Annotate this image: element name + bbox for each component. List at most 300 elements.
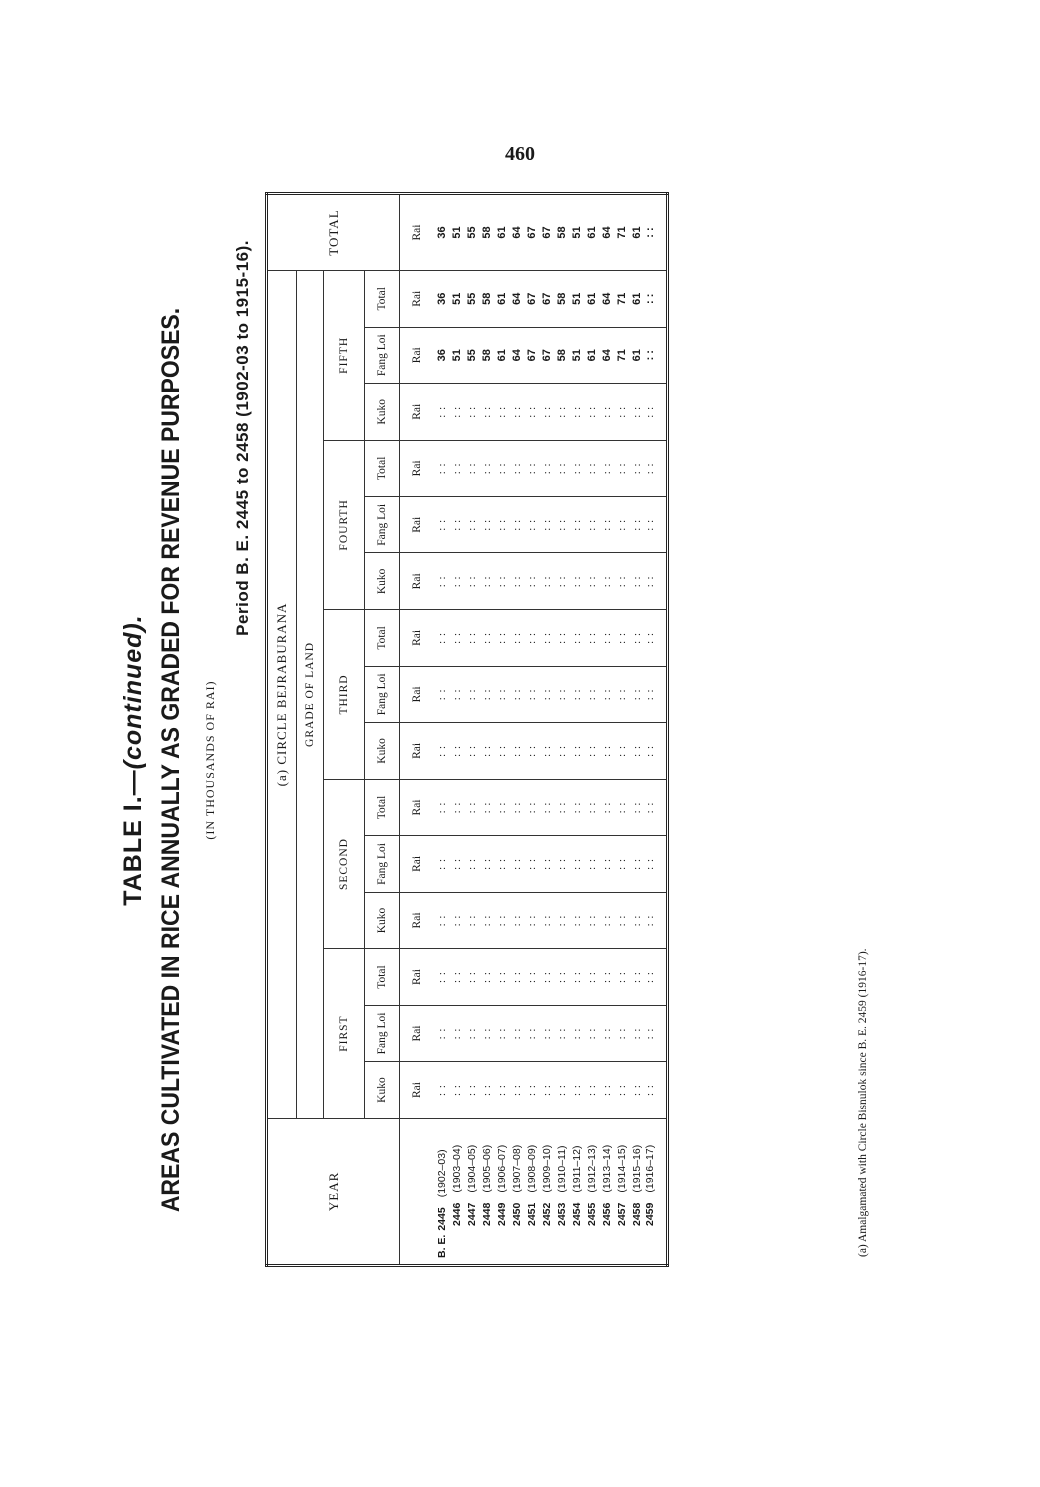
empty-cell: : :	[464, 1062, 479, 1119]
empty-cell: : :	[569, 836, 584, 892]
empty-cell: : :	[614, 892, 629, 949]
unit-label: Rai	[400, 723, 435, 780]
empty-cell: : :	[569, 666, 584, 722]
empty-cell: : :	[614, 949, 629, 1005]
fifth-fang-loi-cell: 61	[629, 327, 644, 383]
empty-cell: : :	[434, 836, 449, 892]
empty-cell: : :	[479, 553, 494, 610]
empty-cell: : :	[449, 892, 464, 949]
empty-cell: : :	[494, 440, 509, 496]
empty-cell: : :	[584, 892, 599, 949]
fifth-total-cell: 61	[584, 271, 599, 327]
empty-cell: : :	[644, 779, 668, 835]
table-row	[629, 194, 644, 1266]
grand-total-cell: 36	[434, 194, 449, 271]
empty-cell: : :	[494, 836, 509, 892]
table-row	[434, 194, 449, 1266]
fifth-fang-loi-cell: 61	[494, 327, 509, 383]
empty-cell: : :	[584, 779, 599, 835]
table-subtitle: AREAS CULTIVATED IN RICE ANNUALLY AS GRADED FOR REVENUE PURPOSES.	[157, 307, 185, 1213]
empty-cell: : :	[599, 383, 614, 440]
unit-label: Rai	[400, 383, 435, 440]
empty-cell: : :	[629, 1062, 644, 1119]
empty-cell: : :	[509, 666, 524, 722]
empty-cell: : :	[644, 1005, 668, 1061]
empty-cell: : :	[584, 836, 599, 892]
unit-label: Rai	[400, 779, 435, 835]
table-row	[584, 194, 599, 1266]
unit-spacer	[400, 1118, 435, 1265]
empty-cell: : :	[569, 723, 584, 780]
be-year: 2456	[600, 1202, 613, 1226]
empty-cell: : :	[554, 440, 569, 496]
sub-header-fang-loi: Fang Loi	[365, 666, 400, 722]
year-cell	[599, 1118, 614, 1265]
fifth-fang-loi-cell: : :	[644, 327, 668, 383]
ad-period: (1913–14)	[600, 1144, 613, 1193]
empty-cell: : :	[524, 1062, 539, 1119]
empty-cell: : :	[629, 892, 644, 949]
empty-cell: : :	[554, 497, 569, 553]
fifth-total-cell: 55	[464, 271, 479, 327]
empty-cell: : :	[584, 497, 599, 553]
empty-cell: : :	[554, 1062, 569, 1119]
table-continued: (continued).	[119, 614, 147, 770]
empty-cell: : :	[449, 440, 464, 496]
table-row	[569, 194, 584, 1266]
ad-period: (1905–06)	[480, 1144, 493, 1193]
ad-period: (1906–07)	[495, 1144, 508, 1193]
grade-header-fifth: FIFTH	[324, 271, 365, 441]
rice-area-table	[265, 192, 669, 1267]
year-cell	[644, 1118, 668, 1265]
sub-header-kuko: Kuko	[365, 1062, 400, 1119]
empty-cell: : :	[614, 1062, 629, 1119]
table-number: I.—	[119, 769, 147, 812]
table-row	[479, 194, 494, 1266]
empty-cell: : :	[434, 1005, 449, 1061]
empty-cell: : :	[509, 949, 524, 1005]
empty-cell: : :	[584, 610, 599, 666]
unit-label: Rai	[400, 553, 435, 610]
unit-label: Rai	[400, 892, 435, 949]
empty-cell: : :	[464, 666, 479, 722]
units-note: (IN THOUSANDS OF RAI)	[203, 680, 217, 840]
unit-label: Rai	[400, 666, 435, 722]
grand-total-cell: 64	[509, 194, 524, 271]
empty-cell: : :	[629, 440, 644, 496]
grand-total-cell: 51	[449, 194, 464, 271]
empty-cell: : :	[584, 1062, 599, 1119]
empty-cell: : :	[644, 610, 668, 666]
empty-cell: : :	[494, 892, 509, 949]
empty-cell: : :	[539, 723, 554, 780]
ad-period: (1916–17)	[644, 1144, 656, 1193]
empty-cell: : :	[494, 723, 509, 780]
page-number: 460	[505, 143, 535, 165]
grand-total-cell: 67	[524, 194, 539, 271]
empty-cell: : :	[494, 1062, 509, 1119]
empty-cell: : :	[554, 383, 569, 440]
table-row	[614, 194, 629, 1266]
empty-cell: : :	[494, 666, 509, 722]
empty-cell: : :	[524, 553, 539, 610]
year-cell	[509, 1118, 524, 1265]
sub-header-total: Total	[365, 271, 400, 327]
empty-cell: : :	[599, 1062, 614, 1119]
year-header: YEAR	[267, 1118, 400, 1265]
fifth-fang-loi-cell: 55	[464, 327, 479, 383]
empty-cell: : :	[599, 723, 614, 780]
grade-heading: GRADE OF LAND	[297, 271, 324, 1119]
empty-cell: : :	[464, 610, 479, 666]
empty-cell: : :	[539, 497, 554, 553]
empty-cell: : :	[614, 440, 629, 496]
empty-cell: : :	[644, 836, 668, 892]
fifth-fang-loi-cell: 51	[449, 327, 464, 383]
empty-cell: : :	[509, 610, 524, 666]
rotated-table-sheet	[105, 145, 895, 1375]
empty-cell: : :	[449, 497, 464, 553]
table-row	[464, 194, 479, 1266]
empty-cell: : :	[599, 892, 614, 949]
fifth-total-cell: 61	[494, 271, 509, 327]
fifth-fang-loi-cell: 71	[614, 327, 629, 383]
grand-total-cell: : :	[644, 194, 668, 271]
empty-cell: : :	[464, 553, 479, 610]
empty-cell: : :	[449, 723, 464, 780]
empty-cell: : :	[599, 949, 614, 1005]
empty-cell: : :	[509, 836, 524, 892]
year-cell	[494, 1118, 509, 1265]
ad-period: (1909–10)	[540, 1144, 553, 1193]
empty-cell: : :	[584, 666, 599, 722]
grade-header-second: SECOND	[324, 779, 365, 949]
empty-cell: : :	[524, 949, 539, 1005]
empty-cell: : :	[554, 836, 569, 892]
fifth-total-cell: 67	[524, 271, 539, 327]
table-row	[524, 194, 539, 1266]
empty-cell: : :	[464, 949, 479, 1005]
empty-cell: : :	[584, 440, 599, 496]
year-cell	[554, 1118, 569, 1265]
empty-cell: : :	[539, 383, 554, 440]
sub-header-kuko: Kuko	[365, 723, 400, 780]
empty-cell: : :	[629, 610, 644, 666]
empty-cell: : :	[509, 440, 524, 496]
empty-cell: : :	[629, 553, 644, 610]
empty-cell: : :	[434, 723, 449, 780]
empty-cell: : :	[494, 383, 509, 440]
table-row	[494, 194, 509, 1266]
empty-cell: : :	[599, 610, 614, 666]
table-row	[644, 194, 668, 1266]
ad-period: (1911–12)	[570, 1145, 583, 1193]
empty-cell: : :	[569, 1062, 584, 1119]
empty-cell: : :	[494, 1005, 509, 1061]
fifth-total-cell: 61	[629, 271, 644, 327]
empty-cell: : :	[524, 779, 539, 835]
sub-header-total: Total	[365, 440, 400, 496]
empty-cell: : :	[584, 553, 599, 610]
empty-cell: : :	[614, 383, 629, 440]
unit-label: Rai	[400, 836, 435, 892]
year-cell	[614, 1118, 629, 1265]
empty-cell: : :	[539, 440, 554, 496]
sub-header-fang-loi: Fang Loi	[365, 836, 400, 892]
empty-cell: : :	[509, 892, 524, 949]
grand-total-cell: 71	[614, 194, 629, 271]
fifth-fang-loi-cell: 36	[434, 327, 449, 383]
year-cell	[629, 1118, 644, 1265]
empty-cell: : :	[449, 383, 464, 440]
empty-cell: : :	[479, 383, 494, 440]
empty-cell: : :	[629, 497, 644, 553]
empty-cell: : :	[644, 1062, 668, 1119]
grand-total-cell: 67	[539, 194, 554, 271]
empty-cell: : :	[644, 666, 668, 722]
empty-cell: : :	[599, 836, 614, 892]
empty-cell: : :	[629, 723, 644, 780]
empty-cell: : :	[434, 383, 449, 440]
be-year: 2455	[585, 1202, 598, 1226]
year-cell	[434, 1118, 449, 1265]
grand-total-cell: 61	[584, 194, 599, 271]
grand-total-cell: 64	[599, 194, 614, 271]
year-cell	[584, 1118, 599, 1265]
empty-cell: : :	[434, 553, 449, 610]
empty-cell: : :	[479, 497, 494, 553]
empty-cell: : :	[509, 723, 524, 780]
empty-cell: : :	[479, 892, 494, 949]
empty-cell: : :	[449, 779, 464, 835]
sub-header-fang-loi: Fang Loi	[365, 497, 400, 553]
year-cell	[479, 1118, 494, 1265]
empty-cell: : :	[569, 383, 584, 440]
empty-cell: : :	[464, 440, 479, 496]
empty-cell: : :	[569, 610, 584, 666]
be-year: 2452	[540, 1202, 553, 1226]
period-heading: Period B. E. 2445 to 2458 (1902-03 to 1915-16).	[233, 240, 252, 636]
empty-cell: : :	[479, 1062, 494, 1119]
empty-cell: : :	[614, 497, 629, 553]
table-title	[119, 145, 148, 1375]
fifth-total-cell: 64	[509, 271, 524, 327]
empty-cell: : :	[524, 892, 539, 949]
empty-cell: : :	[584, 723, 599, 780]
ad-period: (1907–08)	[510, 1144, 523, 1193]
fifth-total-cell: 51	[449, 271, 464, 327]
empty-cell: : :	[584, 1005, 599, 1061]
empty-cell: : :	[464, 779, 479, 835]
empty-cell: : :	[464, 892, 479, 949]
grand-total-cell: 61	[629, 194, 644, 271]
empty-cell: : :	[479, 779, 494, 835]
empty-cell: : :	[464, 1005, 479, 1061]
empty-cell: : :	[464, 497, 479, 553]
be-year: 2457	[615, 1202, 628, 1226]
empty-cell: : :	[434, 497, 449, 553]
empty-cell: : :	[434, 1062, 449, 1119]
empty-cell: : :	[479, 949, 494, 1005]
empty-cell: : :	[629, 666, 644, 722]
empty-cell: : :	[449, 1062, 464, 1119]
empty-cell: : :	[644, 892, 668, 949]
empty-cell: : :	[479, 836, 494, 892]
empty-cell: : :	[479, 440, 494, 496]
empty-cell: : :	[464, 836, 479, 892]
fifth-fang-loi-cell: 58	[554, 327, 569, 383]
empty-cell: : :	[554, 949, 569, 1005]
empty-cell: : :	[554, 892, 569, 949]
grand-total-cell: 55	[464, 194, 479, 271]
fifth-total-cell: 71	[614, 271, 629, 327]
be-year: 2454	[570, 1202, 583, 1226]
empty-cell: : :	[509, 1062, 524, 1119]
empty-cell: : :	[539, 666, 554, 722]
be-year: 2450	[510, 1202, 523, 1226]
empty-cell: : :	[509, 497, 524, 553]
be-year: 2459	[644, 1202, 656, 1226]
empty-cell: : :	[524, 610, 539, 666]
fifth-fang-loi-cell: 64	[599, 327, 614, 383]
sub-header-kuko: Kuko	[365, 892, 400, 949]
sub-header-total: Total	[365, 949, 400, 1005]
ad-period: (1902–03)	[435, 1149, 448, 1198]
empty-cell: : :	[539, 1062, 554, 1119]
empty-cell: : :	[494, 497, 509, 553]
empty-cell: : :	[629, 1005, 644, 1061]
ad-period: (1915–16)	[630, 1144, 643, 1193]
sub-header-fang-loi: Fang Loi	[365, 327, 400, 383]
empty-cell: : :	[509, 383, 524, 440]
empty-cell: : :	[569, 497, 584, 553]
table-row	[509, 194, 524, 1266]
empty-cell: : :	[494, 949, 509, 1005]
ad-period: (1904–05)	[465, 1144, 478, 1193]
empty-cell: : :	[449, 1005, 464, 1061]
empty-cell: : :	[509, 553, 524, 610]
empty-cell: : :	[644, 553, 668, 610]
empty-cell: : :	[614, 553, 629, 610]
fifth-total-cell: 64	[599, 271, 614, 327]
empty-cell: : :	[569, 779, 584, 835]
empty-cell: : :	[569, 440, 584, 496]
be-year: 2448	[480, 1202, 493, 1226]
empty-cell: : :	[509, 1005, 524, 1061]
fifth-total-cell: : :	[644, 271, 668, 327]
empty-cell: : :	[554, 610, 569, 666]
empty-cell: : :	[524, 666, 539, 722]
fifth-fang-loi-cell: 58	[479, 327, 494, 383]
be-year: 2451	[525, 1202, 538, 1226]
fifth-fang-loi-cell: 51	[569, 327, 584, 383]
fifth-total-cell: 51	[569, 271, 584, 327]
empty-cell: : :	[644, 497, 668, 553]
fifth-total-cell: 58	[554, 271, 569, 327]
sub-header-kuko: Kuko	[365, 553, 400, 610]
empty-cell: : :	[599, 666, 614, 722]
empty-cell: : :	[539, 610, 554, 666]
empty-cell: : :	[524, 497, 539, 553]
table-label: TABLE	[119, 819, 147, 906]
sub-header-kuko: Kuko	[365, 383, 400, 440]
ad-period: (1910–11)	[555, 1145, 568, 1193]
empty-cell: : :	[509, 779, 524, 835]
empty-cell: : :	[554, 1005, 569, 1061]
sub-header-total: Total	[365, 779, 400, 835]
empty-cell: : :	[644, 949, 668, 1005]
unit-label: Rai	[400, 1062, 435, 1119]
empty-cell: : :	[539, 1005, 554, 1061]
empty-cell: : :	[644, 383, 668, 440]
empty-cell: : :	[629, 383, 644, 440]
fifth-fang-loi-cell: 61	[584, 327, 599, 383]
empty-cell: : :	[434, 779, 449, 835]
footnote: (a) Amalgamated with Circle Bisnulok since B. E. 2459 (1916-17).	[857, 948, 869, 1257]
empty-cell: : :	[434, 666, 449, 722]
empty-cell: : :	[479, 723, 494, 780]
fifth-total-cell: 67	[539, 271, 554, 327]
empty-cell: : :	[434, 440, 449, 496]
empty-cell: : :	[554, 666, 569, 722]
empty-cell: : :	[434, 892, 449, 949]
empty-cell: : :	[449, 666, 464, 722]
empty-cell: : :	[629, 779, 644, 835]
be-year: 2453	[555, 1202, 568, 1226]
empty-cell: : :	[599, 1005, 614, 1061]
ad-period: (1914–15)	[615, 1144, 628, 1193]
year-cell	[569, 1118, 584, 1265]
empty-cell: : :	[494, 779, 509, 835]
empty-cell: : :	[629, 949, 644, 1005]
empty-cell: : :	[629, 836, 644, 892]
empty-cell: : :	[524, 723, 539, 780]
circle-heading: (a) CIRCLE BEJRABURANA	[267, 271, 297, 1119]
fifth-fang-loi-cell: 67	[524, 327, 539, 383]
empty-cell: : :	[494, 610, 509, 666]
be-year: 2449	[495, 1202, 508, 1226]
be-year: 2458	[630, 1202, 643, 1226]
empty-cell: : :	[464, 723, 479, 780]
empty-cell: : :	[614, 836, 629, 892]
empty-cell: : :	[569, 553, 584, 610]
be-year: 2446	[450, 1202, 463, 1226]
empty-cell: : :	[449, 836, 464, 892]
year-cell	[539, 1118, 554, 1265]
grade-header-fourth: FOURTH	[324, 440, 365, 610]
empty-cell: : :	[524, 836, 539, 892]
empty-cell: : :	[464, 383, 479, 440]
empty-cell: : :	[569, 892, 584, 949]
fifth-fang-loi-cell: 64	[509, 327, 524, 383]
unit-label: Rai	[400, 327, 435, 383]
grand-total-cell: 61	[494, 194, 509, 271]
unit-label: Rai	[400, 610, 435, 666]
sub-header-fang-loi: Fang Loi	[365, 1005, 400, 1061]
year-cell	[464, 1118, 479, 1265]
table-row	[449, 194, 464, 1266]
unit-label: Rai	[400, 271, 435, 327]
empty-cell: : :	[539, 779, 554, 835]
grand-total-cell: 58	[554, 194, 569, 271]
grade-header-first: FIRST	[324, 949, 365, 1119]
unit-label: Rai	[400, 440, 435, 496]
year-cell	[449, 1118, 464, 1265]
empty-cell: : :	[569, 949, 584, 1005]
empty-cell: : :	[539, 553, 554, 610]
empty-cell: : :	[614, 1005, 629, 1061]
